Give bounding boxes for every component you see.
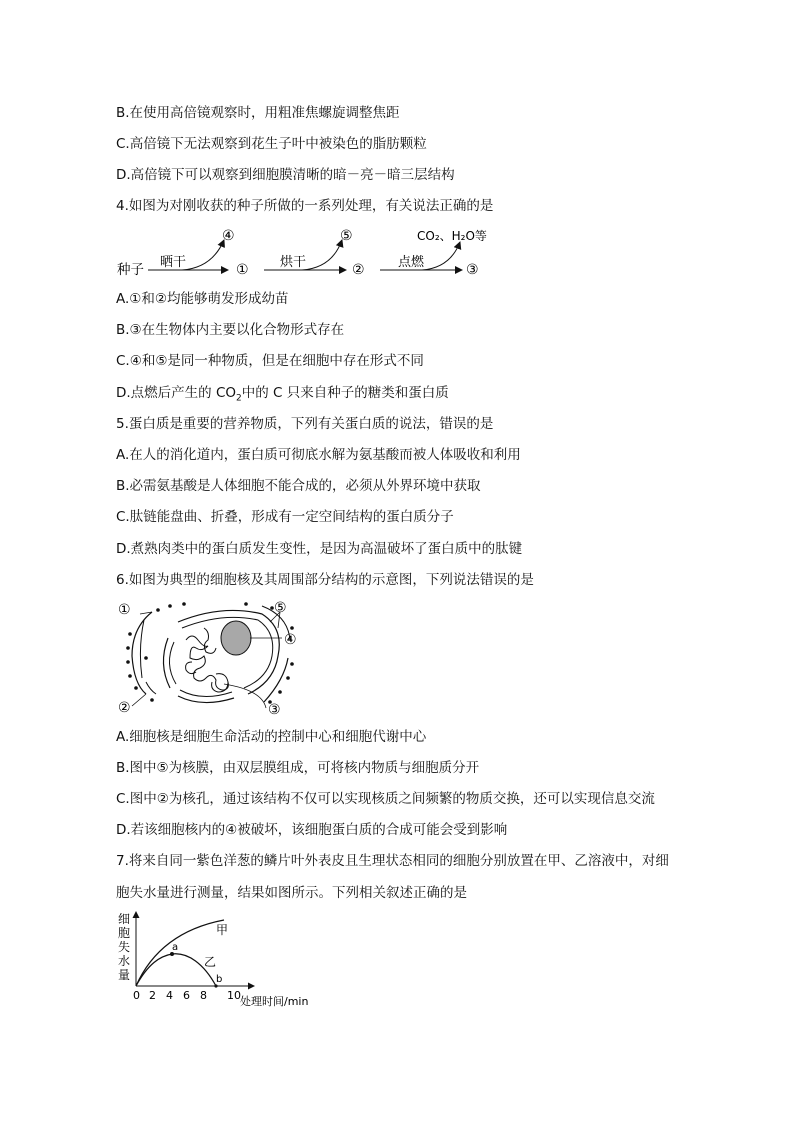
- branch-arrow-products: [422, 242, 460, 270]
- q7-stem-line1: 7.将来自同一紫色洋葱的鳞片叶外表皮且生理状态相同的细胞分别放置在甲、乙溶液中，对细: [116, 853, 669, 869]
- q4-option-c: C.④和⑤是同一种物质，但是在细胞中存在形式不同: [116, 353, 424, 369]
- label-yi: 乙: [204, 955, 217, 969]
- q5-stem: 5.蛋白质是重要的营养物质，下列有关蛋白质的说法，错误的是: [116, 416, 494, 432]
- q7-water-loss-chart: [112, 910, 342, 1010]
- q6-nucleus-diagram: [112, 598, 312, 720]
- label-1: ①: [118, 602, 131, 618]
- nuclear-membrane-inner-left: [169, 642, 176, 684]
- svg-text:4: 4: [166, 989, 173, 1002]
- svg-text:10: 10: [227, 989, 241, 1002]
- q6-stem: 6.如图为典型的细胞核及其周围部分结构的示意图，下列说法错误的是: [116, 572, 534, 588]
- x-tick-labels: [133, 989, 241, 1002]
- q3-option-d: D.高倍镜下可以观察到细胞膜清晰的暗－亮－暗三层结构: [116, 167, 455, 183]
- leader-2: [132, 694, 146, 706]
- q5-option-c: C.肽链能盘曲、折叠，形成有一定空间结构的蛋白质分子: [116, 509, 454, 525]
- burn-label: 点燃: [398, 255, 425, 270]
- svg-text:水: 水: [118, 954, 131, 968]
- label-1: ①: [236, 262, 249, 278]
- svg-text:失: 失: [118, 940, 131, 954]
- q7-stem-line2: 胞失水量进行测量，结果如图所示。下列相关叙述正确的是: [116, 885, 467, 901]
- q4-stem: 4.如图为对刚收获的种子所做的一系列处理，有关说法正确的是: [116, 198, 494, 214]
- er-arc-bottom: [146, 682, 156, 694]
- products-label: CO₂、H₂O等: [417, 229, 487, 243]
- label-jia: 甲: [216, 923, 229, 937]
- label-a: a: [172, 942, 179, 953]
- q4-option-d-post: 中的 C 只来自种子的糖类和蛋白质: [241, 385, 449, 401]
- branch-arrow-5: [302, 240, 342, 270]
- q5-option-b: B.必需氨基酸是人体细胞不能合成的，必须从外界环境中获取: [116, 478, 481, 494]
- nucleolus: [221, 621, 251, 655]
- label-2: ②: [118, 700, 131, 716]
- label-4: ④: [222, 228, 235, 244]
- seed-label: 种子: [117, 262, 144, 278]
- q4-option-d-pre: D.点燃后产生的 CO: [116, 385, 237, 401]
- q3-option-c: C.高倍镜下无法观察到花生子叶中被染色的脂肪颗粒: [116, 136, 427, 152]
- q5-option-a: A.在人的消化道内，蛋白质可彻底水解为氨基酸而被人体吸收和利用: [116, 447, 521, 463]
- svg-text:量: 量: [118, 968, 131, 982]
- x-axis-label: 处理时间/min: [240, 995, 309, 1008]
- y-axis-label: [118, 912, 130, 982]
- q4-seed-diagram: [112, 224, 512, 282]
- q5-option-d: D.煮熟肉类中的蛋白质发生变性，是因为高温破坏了蛋白质中的肽键: [116, 541, 523, 557]
- label-3: ③: [466, 262, 479, 278]
- label-3: ③: [268, 702, 281, 718]
- q4-option-d-sub: 2: [236, 393, 242, 404]
- svg-text:胞: 胞: [118, 926, 131, 940]
- er-arc-left: [132, 612, 152, 694]
- q6-option-b: B.图中⑤为核膜，由双层膜组成，可将核内物质与细胞质分开: [116, 760, 480, 776]
- q4-option-d: [116, 384, 449, 408]
- q3-option-b: B.在使用高倍镜观察时，用粗准焦螺旋调整焦距: [116, 105, 400, 121]
- label-4: ④: [284, 632, 297, 648]
- q6-option-c: C.图中②为核孔，通过该结构不仅可以实现核质之间频繁的物质交换，还可以实现信息交流: [116, 791, 655, 807]
- label-2: ②: [352, 262, 365, 278]
- bake-label: 烘干: [280, 255, 307, 270]
- q4-option-b: B.③在生物体内主要以化合物形式存在: [116, 322, 345, 338]
- dry-sun-label: 晒干: [160, 255, 187, 270]
- curve-jia: [136, 920, 224, 986]
- branch-arrow-4: [182, 240, 224, 270]
- svg-text:2: 2: [149, 989, 156, 1002]
- label-5: ⑤: [274, 600, 287, 616]
- label-5: ⑤: [340, 228, 353, 244]
- svg-text:0: 0: [133, 989, 140, 1002]
- q4-option-a: A.①和②均能够萌发形成幼苗: [116, 291, 289, 307]
- q6-option-a: A.细胞核是细胞生命活动的控制中心和细胞代谢中心: [116, 729, 427, 745]
- er-arc-inner: [140, 620, 144, 678]
- label-b: b: [216, 974, 223, 985]
- svg-text:8: 8: [200, 989, 207, 1002]
- svg-text:细: 细: [118, 912, 131, 926]
- q6-option-d: D.若该细胞核内的④被破坏，该细胞蛋白质的合成可能会受到影响: [116, 822, 508, 838]
- svg-text:6: 6: [183, 989, 190, 1002]
